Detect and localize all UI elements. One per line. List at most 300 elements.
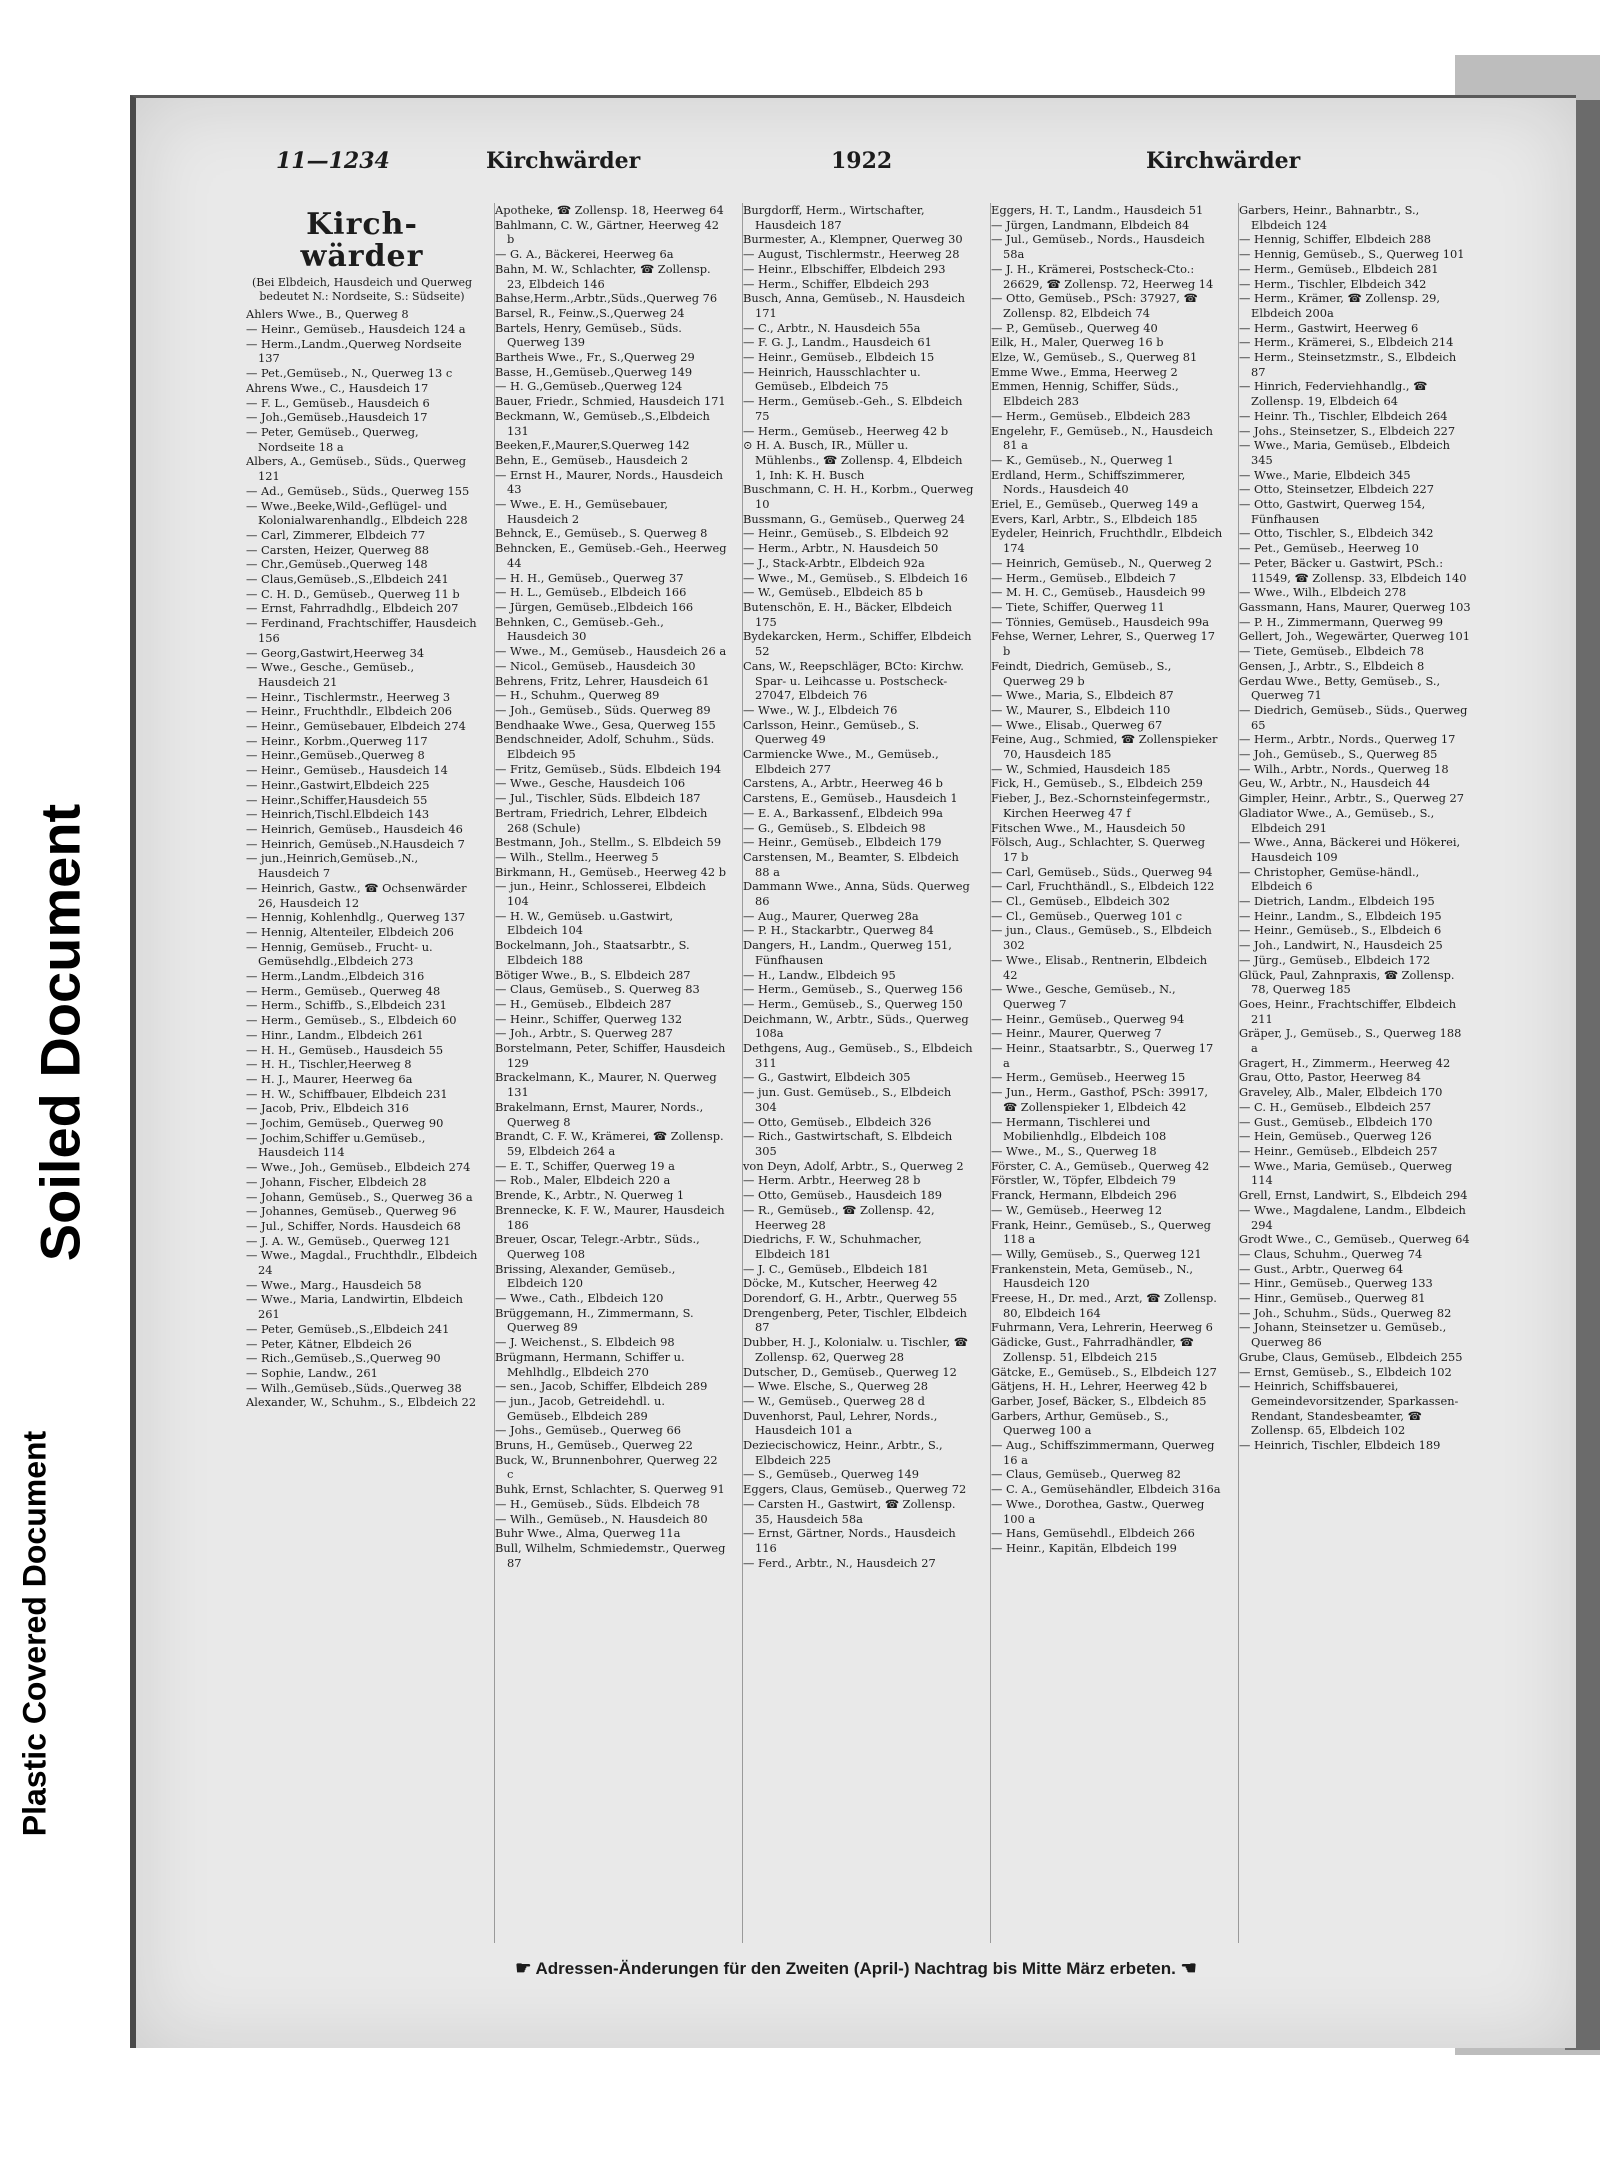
directory-entry: — Heinr., Landm., S., Elbdeich 195 bbox=[1239, 908, 1442, 923]
directory-entry: — W., Maurer, S., Elbdeich 110 bbox=[991, 702, 1171, 717]
directory-entry: — Joh., Gemüseb., Süds. Querweg 89 bbox=[495, 702, 711, 717]
directory-entry: — Wwe., Gesche., Gemüseb., Hausdeich 21 bbox=[246, 660, 415, 689]
directory-entry: — Wwe., Magdalene, Landm., Elbdeich 294 bbox=[1239, 1202, 1466, 1232]
directory-entry: — Johs., Gemüseb., Querweg 66 bbox=[495, 1423, 681, 1438]
directory-entry: Bydekarcken, Herm., Schiffer, Elbdeich 52 bbox=[743, 629, 972, 659]
directory-entry: Borstelmann, Peter, Schiffer, Hausdeich 129 bbox=[495, 1041, 726, 1070]
directory-entry: Alexander, W., Schuhm., S., Elbdeich 22 bbox=[246, 1395, 477, 1410]
directory-entry: — Carl, Fruchthändl., S., Elbdeich 122 bbox=[991, 879, 1215, 894]
directory-entry: — Heinr., Korbm.,Querweg 117 bbox=[246, 733, 428, 748]
directory-entry: Burmester, A., Klempner, Querweg 30 bbox=[743, 232, 963, 247]
directory-entry: Beckmann, W., Gemüseb.,S.,Elbdeich 131 bbox=[495, 408, 710, 438]
directory-entry: Grau, Otto, Pastor, Heerweg 84 bbox=[1239, 1070, 1421, 1085]
directory-entry: Elze, W., Gemüseb., S., Querweg 81 bbox=[991, 350, 1198, 365]
directory-entry: — Otto, Gastwirt, Querweg 154, Fünfhausen bbox=[1239, 497, 1426, 526]
directory-entry: — C. A., Gemüsehändler, Elbdeich 316a bbox=[991, 1482, 1221, 1497]
column-1 bbox=[246, 203, 478, 1943]
column-5 bbox=[1238, 203, 1471, 1943]
directory-entry: — Wilh., Arbtr., Nords., Querweg 18 bbox=[1239, 761, 1449, 776]
directory-entry: Eggers, Claus, Gemüseb., Querweg 72 bbox=[743, 1482, 967, 1497]
directory-entry: Gassmann, Hans, Maurer, Querweg 103 bbox=[1239, 599, 1471, 614]
directory-entry: — K., Gemüseb., N., Querweg 1 bbox=[991, 452, 1174, 467]
directory-entry: Basse, H.,Gemüseb.,Querweg 149 bbox=[495, 364, 693, 379]
directory-entry: Buschmann, C. H. H., Korbm., Querweg 10 bbox=[743, 482, 974, 512]
directory-entry: Döcke, M., Kutscher, Heerweg 42 bbox=[743, 1276, 938, 1291]
directory-entry: Dorendorf, G. H., Arbtr., Querweg 55 bbox=[743, 1291, 958, 1306]
directory-entry: — Joh., Schuhm., Süds., Querweg 82 bbox=[1239, 1305, 1452, 1320]
footer-notice bbox=[396, 1958, 1316, 1979]
directory-entry: — Peter, Gemüseb.,S.,Elbdeich 241 bbox=[246, 1321, 450, 1336]
directory-entry: — Hinr., Gemüseb., Querweg 81 bbox=[1239, 1291, 1426, 1306]
directory-entry: Erdland, Herm., Schiffszimmerer, Nords., Hausdeich 40 bbox=[991, 467, 1186, 497]
directory-entry: — Tiete, Schiffer, Querweg 11 bbox=[991, 599, 1165, 614]
directory-entry: — Heinrich, Gemüseb., N., Querweg 2 bbox=[991, 555, 1213, 570]
directory-entry: Bendhaake Wwe., Gesa, Querweg 155 bbox=[495, 717, 716, 732]
header-left-title: Kirchwärder bbox=[486, 148, 641, 174]
directory-entry: — Joh.,Gemüseb.,Hausdeich 17 bbox=[246, 410, 428, 425]
directory-entry: — Heinr., Gemüsebauer, Elbdeich 274 bbox=[246, 719, 466, 734]
directory-entry: — Diedrich, Gemüseb., Süds., Querweg 65 bbox=[1239, 702, 1468, 732]
column-4-entries bbox=[991, 203, 1223, 1556]
directory-entry: — Herm., Gemüseb.-Geh., S. Elbdeich 75 bbox=[743, 394, 963, 423]
directory-entry: — Heinr.,Gemüseb.,Querweg 8 bbox=[246, 748, 425, 763]
directory-entry: Fieber, J., Bez.-Schornsteinfegermstr., Kirchen Heerweg 47 f bbox=[991, 791, 1211, 820]
directory-entry: — Herm., Gemüseb., Querweg 48 bbox=[246, 983, 441, 998]
directory-entry: Apotheke, ☎ Zollensp. 18, Heerweg 64 bbox=[495, 203, 724, 217]
column-3-entries bbox=[743, 203, 975, 1570]
directory-entry: — Claus, Gemüseb., Querweg 82 bbox=[991, 1467, 1182, 1482]
directory-entry: Butenschön, E. H., Bäcker, Elbdeich 175 bbox=[743, 599, 952, 629]
directory-entry: ⊙ H. A. Busch, IR., Müller u. Mühlenbs., ☎ Zollensp. 4, Elbdeich 1, Inh: K. H. Busch bbox=[743, 438, 963, 482]
directory-entry: — Johs., Steinsetzer, S., Elbdeich 227 bbox=[1239, 423, 1456, 438]
directory-entry: — Wilh., Stellm., Heerweg 5 bbox=[495, 849, 659, 864]
directory-entry: Frankenstein, Meta, Gemüseb., N., Hausdeich 120 bbox=[991, 1261, 1194, 1291]
directory-entry: — Heinr., Kapitän, Elbdeich 199 bbox=[991, 1540, 1177, 1555]
directory-entry: Förster, C. A., Gemüseb., Querweg 42 bbox=[991, 1158, 1210, 1173]
directory-entry: — Heinr., Staatsarbtr., S., Querweg 17 a bbox=[991, 1041, 1214, 1070]
column-4 bbox=[990, 203, 1223, 1943]
directory-entry: — Otto, Gemüseb., Hausdeich 189 bbox=[743, 1188, 942, 1203]
directory-entry: — Wwe., Marie, Elbdeich 345 bbox=[1239, 467, 1411, 482]
directory-entry: — Heinr., Elbschiffer, Elbdeich 293 bbox=[743, 261, 946, 276]
directory-entry: — G., Gastwirt, Elbdeich 305 bbox=[743, 1070, 911, 1085]
directory-entry: Brissing, Alexander, Gemüseb., Elbdeich 120 bbox=[495, 1261, 676, 1291]
directory-entry: — Herm. Arbtr., Heerweg 28 b bbox=[743, 1173, 921, 1188]
directory-entry: — Hinr., Gemüseb., Querweg 133 bbox=[1239, 1276, 1433, 1291]
directory-entry: — Fritz, Gemüseb., Süds. Elbdeich 194 bbox=[495, 761, 722, 776]
directory-entry: Grell, Ernst, Landwirt, S., Elbdeich 294 bbox=[1239, 1188, 1468, 1203]
column-5-entries bbox=[1239, 203, 1471, 1453]
directory-entry: — Pet., Gemüseb., Heerweg 10 bbox=[1239, 541, 1419, 556]
directory-entry: Dammann Wwe., Anna, Süds. Querweg 86 bbox=[743, 879, 970, 909]
directory-entry: — Ernst H., Maurer, Nords., Hausdeich 43 bbox=[495, 467, 723, 497]
directory-entry: Emme Wwe., Emma, Heerweg 2 bbox=[991, 364, 1178, 379]
directory-entry: — Otto, Gemüseb., PSch: 37927, ☎ Zollensp. 82, Elbdeich 74 bbox=[991, 291, 1198, 320]
directory-entry: Grube, Claus, Gemüseb., Elbdeich 255 bbox=[1239, 1349, 1463, 1364]
directory-entry: — Heinr. Th., Tischler, Elbdeich 264 bbox=[1239, 408, 1448, 423]
directory-entry: — Cl., Gemüseb., Querweg 101 c bbox=[991, 908, 1182, 923]
directory-entry: — Sophie, Landw., 261 bbox=[246, 1366, 378, 1380]
directory-entry: — Willy, Gemüseb., S., Querweg 121 bbox=[991, 1246, 1202, 1261]
directory-entry: — Wwe., Gesche, Hausdeich 106 bbox=[495, 776, 686, 791]
directory-entry: — Carl, Zimmerer, Elbdeich 77 bbox=[246, 527, 426, 542]
directory-entry: — Rob., Maler, Elbdeich 220 a bbox=[495, 1173, 671, 1188]
directory-entry: Garbers, Arthur, Gemüseb., S., Querweg 100 a bbox=[991, 1408, 1169, 1438]
directory-entry: — Herm.,Landm.,Querweg Nordseite 137 bbox=[246, 336, 462, 366]
directory-entry: Bertram, Friedrich, Lehrer, Elbdeich 268 (Schule) bbox=[495, 805, 708, 835]
directory-entry: — P. H., Stackarbtr., Querweg 84 bbox=[743, 923, 934, 938]
directory-entry: Brennecke, K. F. W., Maurer, Hausdeich 186 bbox=[495, 1202, 725, 1232]
directory-entry: — Claus, Schuhm., Querweg 74 bbox=[1239, 1246, 1423, 1261]
directory-entry: — Aug., Maurer, Querweg 28a bbox=[743, 908, 919, 923]
directory-entry: Bauer, Friedr., Schmied, Hausdeich 171 bbox=[495, 394, 726, 409]
directory-entry: — jun., Claus., Gemüseb., S., Elbdeich 302 bbox=[991, 923, 1212, 953]
directory-entry: — Heinrich,Tischl.Elbdeich 143 bbox=[246, 807, 430, 822]
directory-entry: — Wwe., Gesche, Gemüseb., N., Querweg 7 bbox=[991, 982, 1176, 1011]
section-title-line1: Kirch- bbox=[306, 207, 418, 242]
directory-entry: Deichmann, W., Arbtr., Süds., Querweg 108a bbox=[743, 1011, 969, 1041]
directory-entry: — Gust., Gemüseb., Elbdeich 170 bbox=[1239, 1114, 1433, 1129]
directory-entry: Birkmann, H., Gemüseb., Heerweg 42 b bbox=[495, 864, 727, 879]
directory-entry: — Jul., Tischler, Süds. Elbdeich 187 bbox=[495, 791, 701, 806]
directory-entry: — Carsten H., Gastwirt, ☎ Zollensp. 35, Hausdeich 58a bbox=[743, 1496, 956, 1526]
directory-entry: — H., Gemüseb., Süds. Elbdeich 78 bbox=[495, 1496, 700, 1511]
directory-entry: Brackelmann, K., Maurer, N. Querweg 131 bbox=[495, 1070, 717, 1100]
directory-entry: — Wwe., Elisab., Rentnerin, Elbdeich 42 bbox=[991, 952, 1208, 982]
directory-entry: — Ernst, Gemüseb., S., Elbdeich 102 bbox=[1239, 1364, 1452, 1379]
directory-entry: — E. T., Schiffer, Querweg 19 a bbox=[495, 1158, 675, 1173]
directory-entry: — Hennig, Gemüseb., Frucht- u. Gemüsehdlg.,Elbdeich 273 bbox=[246, 939, 433, 969]
directory-entry: Eriel, E., Gemüseb., Querweg 149 a bbox=[991, 497, 1199, 512]
directory-entry: Carlsson, Heinr., Gemüseb., S. Querweg 49 bbox=[743, 717, 920, 747]
directory-entry: — G., Gemüseb., S. Elbdeich 98 bbox=[743, 820, 926, 835]
directory-entry: Bartheis Wwe., Fr., S.,Querweg 29 bbox=[495, 350, 695, 365]
directory-entry: — Jürgen, Landmann, Elbdeich 84 bbox=[991, 217, 1190, 232]
directory-entry: — S., Gemüseb., Querweg 149 bbox=[743, 1467, 919, 1482]
directory-entry: Graveley, Alb., Maler, Elbdeich 170 bbox=[1239, 1085, 1443, 1100]
directory-entry: — Heinr.,Schiffer,Hausdeich 55 bbox=[246, 792, 428, 807]
directory-entry: Bartels, Henry, Gemüseb., Süds. Querweg 139 bbox=[495, 320, 682, 350]
directory-entry: — F. L., Gemüseb., Hausdeich 6 bbox=[246, 395, 430, 410]
directory-entry: — Pet.,Gemüseb., N., Querweg 13 c bbox=[246, 366, 453, 381]
column-1-entries bbox=[246, 307, 478, 1410]
directory-entry: — Hennig, Altenteiler, Elbdeich 206 bbox=[246, 924, 454, 939]
directory-entry: — jun., Jacob, Getreidehdl. u. Gemüseb., Elbdeich 289 bbox=[495, 1393, 665, 1423]
directory-entry: — Carsten, Heizer, Querweg 88 bbox=[246, 542, 429, 557]
directory-entry: Fehse, Werner, Lehrer, S., Querweg 17 b bbox=[991, 629, 1215, 659]
directory-entry: — J. Weichenst., S. Elbdeich 98 bbox=[495, 1335, 675, 1350]
directory-entry: — Heinr., Gemüseb., Querweg 94 bbox=[991, 1011, 1185, 1026]
directory-entry: — Tönnies, Gemüseb., Hausdeich 99a bbox=[991, 614, 1210, 629]
directory-entry: — Ernst, Fahrradhdlg., Elbdeich 207 bbox=[246, 601, 459, 616]
directory-entry: Fuhrmann, Vera, Lehrerin, Heerweg 6 bbox=[991, 1320, 1213, 1335]
directory-entry: — Heinrich, Schiffsbauerei, Gemeindevorsitzender, Sparkassen-Rendant, Standesbeamter, ☎ Zollensp. 65, Elbdeich 102 bbox=[1239, 1379, 1459, 1438]
directory-entry: — Herm., Tischler, Elbdeich 342 bbox=[1239, 276, 1427, 291]
directory-entry: Franck, Hermann, Elbdeich 296 bbox=[991, 1188, 1177, 1203]
directory-entry: Bull, Wilhelm, Schmiedemstr., Querweg 87 bbox=[495, 1540, 726, 1570]
header-right-title: Kirchwärder bbox=[1146, 148, 1301, 174]
directory-entry: Glück, Paul, Zahnpraxis, ☎ Zollensp. 78, Querweg 185 bbox=[1239, 967, 1455, 997]
directory-entry: — Wwe., Magdal., Fruchthdlr., Elbdeich 24 bbox=[246, 1248, 478, 1278]
directory-entry: Behn, E., Gemüseb., Hausdeich 2 bbox=[495, 452, 689, 467]
directory-entry: — Wwe., Wilh., Elbdeich 278 bbox=[1239, 585, 1407, 600]
directory-entry: — Heinr., Tischlermstr., Heerweg 3 bbox=[246, 689, 451, 704]
directory-entry: Fick, H., Gemüseb., S., Elbdeich 259 bbox=[991, 776, 1203, 791]
directory-entry: — C. H. D., Gemüseb., Querweg 11 b bbox=[246, 586, 460, 601]
directory-entry: Bruns, H., Gemüseb., Querweg 22 bbox=[495, 1438, 693, 1453]
directory-entry: — Wwe., Elisab., Querweg 67 bbox=[991, 717, 1163, 732]
directory-entry: Dubber, H. J., Kolonialw. u. Tischler, ☎ Zollensp. 62, Querweg 28 bbox=[743, 1335, 968, 1364]
directory-entry: — Gust., Arbtr., Querweg 64 bbox=[1239, 1261, 1404, 1276]
directory-entry: Goes, Heinr., Frachtschiffer, Elbdeich 211 bbox=[1239, 996, 1457, 1026]
directory-entry: Brügmann, Hermann, Schiffer u. Mehlhdlg., Elbdeich 270 bbox=[495, 1349, 685, 1379]
directory-entry: — Otto, Steinsetzer, Elbdeich 227 bbox=[1239, 482, 1435, 497]
directory-entry: Buhk, Ernst, Schlachter, S. Querweg 91 bbox=[495, 1482, 725, 1497]
directory-entry: — P., Gemüseb., Querweg 40 bbox=[991, 320, 1158, 335]
directory-entry: — Wwe., Maria, S., Elbdeich 87 bbox=[991, 688, 1174, 703]
directory-entry: — Heinr., Gemüseb., Hausdeich 14 bbox=[246, 763, 448, 778]
directory-entry: Bestmann, Joh., Stellm., S. Elbdeich 59 bbox=[495, 835, 722, 850]
directory-entry: — Aug., Schiffszimmermann, Querweg 16 a bbox=[991, 1438, 1215, 1467]
pointing-hand-right-icon: ☛ bbox=[515, 1958, 532, 1978]
directory-entry: — Peter, Bäcker u. Gastwirt, PSch.: 11549, ☎ Zollensp. 33, Elbdeich 140 bbox=[1239, 555, 1467, 585]
directory-entry: — M. H. C., Gemüseb., Hausdeich 99 bbox=[991, 585, 1206, 600]
directory-entry: — Wwe., Marg., Hausdeich 58 bbox=[246, 1277, 422, 1292]
directory-entry: — G. A., Bäckerei, Heerweg 6a bbox=[495, 247, 674, 262]
directory-entry: — Wwe., Maria, Gemüseb., Elbdeich 345 bbox=[1239, 438, 1451, 467]
directory-entry: — Heinr., Schiffer, Querweg 132 bbox=[495, 1011, 683, 1026]
directory-entry: Cans, W., Reepschläger, BCto: Kirchw. Spar- u. Leihcasse u. Postscheck- 27047, Elbdeich 76 bbox=[743, 658, 964, 703]
directory-entry: — Otto, Tischler, S., Elbdeich 342 bbox=[1239, 526, 1434, 541]
directory-entry: — Peter, Kätner, Elbdeich 26 bbox=[246, 1336, 412, 1351]
directory-entry: — Wwe.,Beeke,Wild-,Geflügel- und Kolonialwarenhandlg., Elbdeich 228 bbox=[246, 498, 468, 528]
directory-entry: Bussmann, G., Gemüseb., Querweg 24 bbox=[743, 511, 965, 526]
directory-entry: — Hermann, Tischlerei und Mobilienhdlg., Elbdeich 108 bbox=[991, 1114, 1167, 1144]
plastic-covered-label: Plastic Covered Document bbox=[16, 1430, 53, 1837]
directory-entry: — J., Stack-Arbtr., Elbdeich 92a bbox=[743, 555, 925, 570]
directory-entry: Bockelmann, Joh., Staatsarbtr., S. Elbdeich 188 bbox=[495, 938, 690, 967]
directory-entry: — Heinrich, Tischler, Elbdeich 189 bbox=[1239, 1438, 1441, 1453]
directory-entry: — Herm., Gastwirt, Heerweg 6 bbox=[1239, 320, 1419, 335]
directory-entry: — jun., Heinr., Schlosserei, Elbdeich 104 bbox=[495, 879, 706, 909]
directory-entry: — Herm.,Landm.,Elbdeich 316 bbox=[246, 969, 425, 984]
directory-entry: — Jul., Schiffer, Nords. Hausdeich 68 bbox=[246, 1218, 461, 1233]
directory-entry: — Joh., Gemüseb., S., Querweg 85 bbox=[1239, 747, 1438, 762]
directory-entry: — Dietrich, Landm., Elbdeich 195 bbox=[1239, 894, 1435, 909]
directory-entry: — E. A., Barkassenf., Elbdeich 99a bbox=[743, 805, 943, 820]
directory-entry: Beeken,F.,Maurer,S.Querweg 142 bbox=[495, 438, 690, 453]
directory-entry: — jun.,Heinrich,Gemüseb.,N., Hausdeich 7 bbox=[246, 851, 419, 881]
directory-entry: — Heinr., Gemüseb., S. Elbdeich 92 bbox=[743, 526, 949, 541]
directory-entry: — Hinrich, Federviehhandlg., ☎ Zollensp. 19, Elbdeich 64 bbox=[1239, 379, 1428, 409]
directory-entry: — Heinr., Gemüseb., Hausdeich 124 a bbox=[246, 322, 466, 337]
directory-entry: — Wwe., Maria, Landwirtin, Elbdeich 261 bbox=[246, 1292, 463, 1322]
directory-entry: — Johann, Steinsetzer u. Gemüseb., Querweg 86 bbox=[1239, 1320, 1447, 1350]
directory-entry: — W., Gemüseb., Elbdeich 85 b bbox=[743, 585, 923, 600]
directory-entry: — J. C., Gemüseb., Elbdeich 181 bbox=[743, 1261, 929, 1276]
directory-entry: — Johann, Fischer, Elbdeich 28 bbox=[246, 1174, 427, 1189]
directory-entry: Burgdorff, Herm., Wirtschafter, Hausdeich 187 bbox=[743, 203, 925, 232]
directory-entry: Dutscher, D., Gemüseb., Querweg 12 bbox=[743, 1364, 957, 1379]
directory-entry: Brakelmann, Ernst, Maurer, Nords., Querweg 8 bbox=[495, 1099, 704, 1129]
directory-entry: — Heinr.,Gastwirt,Elbdeich 225 bbox=[246, 777, 430, 792]
directory-entry: Gragert, H., Zimmerm., Heerweg 42 bbox=[1239, 1055, 1451, 1070]
directory-entry: Busch, Anna, Gemüseb., N. Hausdeich 171 bbox=[743, 291, 965, 320]
directory-entry: — J. A. W., Gemüseb., Querweg 121 bbox=[246, 1233, 451, 1248]
directory-entry: — Hein, Gemüseb., Querweg 126 bbox=[1239, 1129, 1432, 1144]
directory-entry: — Herm., Steinsetzmstr., S., Elbdeich 87 bbox=[1239, 350, 1457, 379]
directory-entry: — Heinr., Gemüseb., Elbdeich 15 bbox=[743, 350, 935, 365]
directory-entry: Bahlmann, C. W., Gärtner, Heerweg 42 b bbox=[495, 217, 719, 247]
directory-entry: — Joh., Arbtr., S. Querweg 287 bbox=[495, 1026, 673, 1041]
directory-entry: Dangers, H., Landm., Querweg 151, Fünfhausen bbox=[743, 938, 952, 967]
directory-entry: — Herm., Krämerei, S., Elbdeich 214 bbox=[1239, 335, 1454, 350]
directory-entry: — F. G. J., Landm., Hausdeich 61 bbox=[743, 335, 932, 350]
directory-columns bbox=[246, 203, 1486, 1943]
directory-entry: von Deyn, Adolf, Arbtr., S., Querweg 2 bbox=[743, 1158, 964, 1173]
directory-entry: — Hans, Gemüsehdl., Elbdeich 266 bbox=[991, 1526, 1195, 1541]
directory-entry: Förstler, W., Töpfer, Elbdeich 79 bbox=[991, 1173, 1176, 1188]
directory-entry: — Heinr., Gemüseb., Elbdeich 257 bbox=[1239, 1144, 1438, 1158]
directory-entry: — Heinrich, Hausschlachter u. Gemüseb., Elbdeich 75 bbox=[743, 364, 921, 394]
directory-entry: — Heinrich, Gemüseb.,N.Hausdeich 7 bbox=[246, 836, 465, 851]
directory-entry: — Jürgen, Gemüseb.,Elbdeich 166 bbox=[495, 599, 694, 614]
directory-entry: Evers, Karl, Arbtr., S., Elbdeich 185 bbox=[991, 511, 1198, 526]
directory-entry: — Wwe., M., S., Querweg 18 bbox=[991, 1144, 1157, 1158]
directory-entry: — Ferdinand, Frachtschiffer, Hausdeich 156 bbox=[246, 616, 477, 645]
directory-entry: — H., Landw., Elbdeich 95 bbox=[743, 967, 896, 982]
directory-entry: — Peter, Gemüseb., Querweg, Nordseite 18 a bbox=[246, 425, 419, 454]
directory-entry: — Wwe., M., Gemüseb., S. Elbdeich 16 bbox=[743, 570, 968, 585]
directory-entry: — Herm., Gemüseb., S., Elbdeich 60 bbox=[246, 1013, 457, 1028]
directory-entry: — Johann, Gemüseb., S., Querweg 36 a bbox=[246, 1189, 473, 1204]
directory-entry: Grodt Wwe., C., Gemüseb., Querweg 64 bbox=[1239, 1232, 1470, 1247]
section-note: (Bei Elbdeich, Hausdeich und Querweg bedeutet N.: Nordseite, S.: Südseite) bbox=[251, 276, 473, 304]
directory-entry: — Wwe., Dorothea, Gastw., Querweg 100 a bbox=[991, 1496, 1205, 1526]
directory-entry: — Claus, Gemüseb., S. Querweg 83 bbox=[495, 982, 700, 997]
directory-entry: — Herm., Gemüseb., S., Querweg 150 bbox=[743, 996, 963, 1011]
header-year: 1922 bbox=[831, 148, 893, 174]
directory-entry: Behncken, E., Gemüseb.-Geh., Heerweg 44 bbox=[495, 541, 727, 570]
directory-entry: — Jochim,Schiffer u.Gemüseb., Hausdeich 114 bbox=[246, 1130, 426, 1160]
directory-entry: — Herm., Arbtr., N. Hausdeich 50 bbox=[743, 541, 939, 556]
directory-entry: — Christopher, Gemüse-händl., Elbdeich 6 bbox=[1239, 864, 1420, 894]
directory-entry: — Wilh.,Gemüseb.,Süds.,Querweg 38 bbox=[246, 1380, 462, 1395]
directory-entry: — Otto, Gemüseb., Elbdeich 326 bbox=[743, 1114, 932, 1129]
directory-entry: — H. H., Gemüseb., Hausdeich 55 bbox=[246, 1042, 444, 1057]
directory-entry: — Hennig, Kohlenhdlg., Querweg 137 bbox=[246, 910, 466, 925]
directory-entry: Diedrichs, F. W., Schuhmacher, Elbdeich 181 bbox=[743, 1232, 922, 1261]
directory-entry: — W., Schmied, Hausdeich 185 bbox=[991, 761, 1171, 776]
directory-entry: — C., Arbtr., N. Hausdeich 55a bbox=[743, 320, 921, 335]
directory-entry: — H. G.,Gemüseb.,Querweg 124 bbox=[495, 379, 683, 394]
directory-entry: Brende, K., Arbtr., N. Querweg 1 bbox=[495, 1188, 685, 1203]
directory-entry: — Hinr., Landm., Elbdeich 261 bbox=[246, 1027, 424, 1042]
directory-entry: — P. H., Zimmermann, Querweg 99 bbox=[1239, 614, 1444, 629]
directory-entry: Bendschneider, Adolf, Schuhm., Süds. Elbdeich 95 bbox=[495, 732, 715, 762]
directory-entry: Eggers, H. T., Landm., Hausdeich 51 bbox=[991, 203, 1204, 217]
directory-entry: Carmiencke Wwe., M., Gemüseb., Elbdeich 277 bbox=[743, 747, 939, 776]
directory-entry: — Herm., Gemüseb., Heerweg 42 b bbox=[743, 423, 949, 438]
directory-entry: — Jochim, Gemüseb., Querweg 90 bbox=[246, 1116, 444, 1131]
directory-page bbox=[130, 95, 1576, 2048]
directory-entry: — sen., Jacob, Schiffer, Elbdeich 289 bbox=[495, 1379, 708, 1394]
directory-entry: — H. L., Gemüseb., Elbdeich 166 bbox=[495, 585, 687, 600]
directory-entry: Ahlers Wwe., B., Querweg 8 bbox=[246, 307, 409, 322]
directory-entry: — Wwe., Anna, Bäckerei und Hökerei, Hausdeich 109 bbox=[1239, 835, 1461, 864]
directory-entry: Behnken, C., Gemüseb.-Geh., Hausdeich 30 bbox=[495, 614, 664, 644]
directory-entry: Fölsch, Aug., Schlachter, S. Querweg 17 b bbox=[991, 835, 1206, 864]
directory-entry: — Cl., Gemüseb., Elbdeich 302 bbox=[991, 894, 1170, 909]
directory-entry: Buck, W., Brunnenbohrer, Querweg 22 c bbox=[495, 1452, 718, 1482]
directory-entry: — Herm., Krämer, ☎ Zollensp. 29, Elbdeich 200a bbox=[1239, 291, 1440, 320]
directory-entry: — Jürg., Gemüseb., Elbdeich 172 bbox=[1239, 952, 1431, 967]
directory-entry: Gräper, J., Gemüseb., S., Querweg 188 a bbox=[1239, 1026, 1462, 1056]
directory-entry: Gädicke, Gust., Fahrradhändler, ☎ Zollensp. 51, Elbdeich 215 bbox=[991, 1335, 1194, 1364]
directory-entry: — Wwe., E. H., Gemüsebauer, Hausdeich 2 bbox=[495, 497, 668, 526]
directory-entry: — Heinr., Gemüseb., Elbdeich 179 bbox=[743, 835, 942, 850]
directory-entry: Behnck, E., Gemüseb., S. Querweg 8 bbox=[495, 526, 708, 541]
column-2-entries bbox=[495, 203, 727, 1570]
directory-entry: — H., Schuhm., Querweg 89 bbox=[495, 688, 660, 703]
directory-entry: Gladiator Wwe., A., Gemüseb., S., Elbdeich 291 bbox=[1239, 805, 1435, 835]
column-3 bbox=[742, 203, 975, 1943]
column-2 bbox=[494, 203, 727, 1943]
pointing-hand-left-icon: ☚ bbox=[1180, 1958, 1197, 1978]
directory-entry: — Wwe., M., Gemüseb., Hausdeich 26 a bbox=[495, 644, 727, 659]
directory-entry: — Wilh., Gemüseb., N. Hausdeich 80 bbox=[495, 1511, 708, 1526]
directory-entry: Gerdau Wwe., Betty, Gemüseb., S., Querweg 71 bbox=[1239, 673, 1441, 703]
directory-entry: Feine, Aug., Schmied, ☎ Zollenspieker 70, Hausdeich 185 bbox=[991, 732, 1218, 762]
directory-entry: — H., Gemüseb., Elbdeich 287 bbox=[495, 996, 672, 1011]
directory-entry: Buhr Wwe., Alma, Querweg 11a bbox=[495, 1526, 681, 1541]
directory-entry: — Herm., Gemüseb., S., Querweg 156 bbox=[743, 982, 963, 997]
directory-entry: — Joh., Landwirt, N., Hausdeich 25 bbox=[1239, 938, 1443, 953]
directory-entry: — Hennig, Schiffer, Elbdeich 288 bbox=[1239, 232, 1431, 247]
directory-entry: — W., Gemüseb., Querweg 28 d bbox=[743, 1393, 925, 1408]
directory-entry: — Heinr., Fruchthdlr., Elbdeich 206 bbox=[246, 704, 453, 719]
directory-entry: — Johannes, Gemüseb., Querweg 96 bbox=[246, 1204, 457, 1219]
directory-entry: Brandt, C. F. W., Krämerei, ☎ Zollensp. 59, Elbdeich 264 a bbox=[495, 1129, 724, 1158]
directory-entry: Gätcke, E., Gemüseb., S., Elbdeich 127 bbox=[991, 1364, 1217, 1379]
soiled-document-label: Soiled Document bbox=[28, 803, 92, 1262]
directory-entry: — Hennig, Gemüseb., S., Querweg 101 bbox=[1239, 247, 1465, 262]
directory-entry: Bahse,Herm.,Arbtr.,Süds.,Querweg 76 bbox=[495, 291, 718, 306]
directory-entry: — H. W., Schiffbauer, Elbdeich 231 bbox=[246, 1086, 448, 1101]
directory-entry: Ahrens Wwe., C., Hausdeich 17 bbox=[246, 380, 429, 395]
directory-entry: Barsel, R., Feinw.,S.,Querweg 24 bbox=[495, 305, 685, 320]
directory-entry: Garber, Josef, Bäcker, S., Elbdeich 85 bbox=[991, 1393, 1207, 1408]
directory-entry: — Jul., Gemüseb., Nords., Hausdeich 58a bbox=[991, 232, 1205, 262]
page-header bbox=[276, 148, 1386, 184]
page-number: 11—1234 bbox=[276, 148, 390, 174]
section-title bbox=[246, 209, 478, 272]
directory-entry: Geu, W., Arbtr., N., Hausdeich 44 bbox=[1239, 776, 1431, 791]
directory-entry: Duvenhorst, Paul, Lehrer, Nords., Hausdeich 101 a bbox=[743, 1408, 938, 1438]
directory-entry: — Tiete, Gemüseb., Elbdeich 78 bbox=[1239, 644, 1425, 659]
directory-entry: — Herm., Schiffer, Elbdeich 293 bbox=[743, 276, 930, 291]
directory-entry: Carstens, E., Gemüseb., Hausdeich 1 bbox=[743, 791, 958, 806]
directory-entry: — Herm., Gemüseb., Elbdeich 283 bbox=[991, 408, 1191, 423]
directory-entry: — Chr.,Gemüseb.,Querweg 148 bbox=[246, 557, 428, 572]
directory-entry: Fitschen Wwe., M., Hausdeich 50 bbox=[991, 820, 1186, 835]
directory-entry: Dethgens, Aug., Gemüseb., S., Elbdeich 311 bbox=[743, 1041, 973, 1070]
directory-entry: — Herm., Arbtr., Nords., Querweg 17 bbox=[1239, 732, 1456, 747]
directory-entry: Gimpler, Heinr., Arbtr., S., Querweg 27 bbox=[1239, 791, 1464, 806]
directory-entry: — jun. Gust. Gemüseb., S., Elbdeich 304 bbox=[743, 1085, 952, 1114]
directory-entry: Carstens, A., Arbtr., Heerweg 46 b bbox=[743, 776, 943, 791]
directory-entry: — Claus,Gemüseb.,S.,Elbdeich 241 bbox=[246, 572, 449, 587]
